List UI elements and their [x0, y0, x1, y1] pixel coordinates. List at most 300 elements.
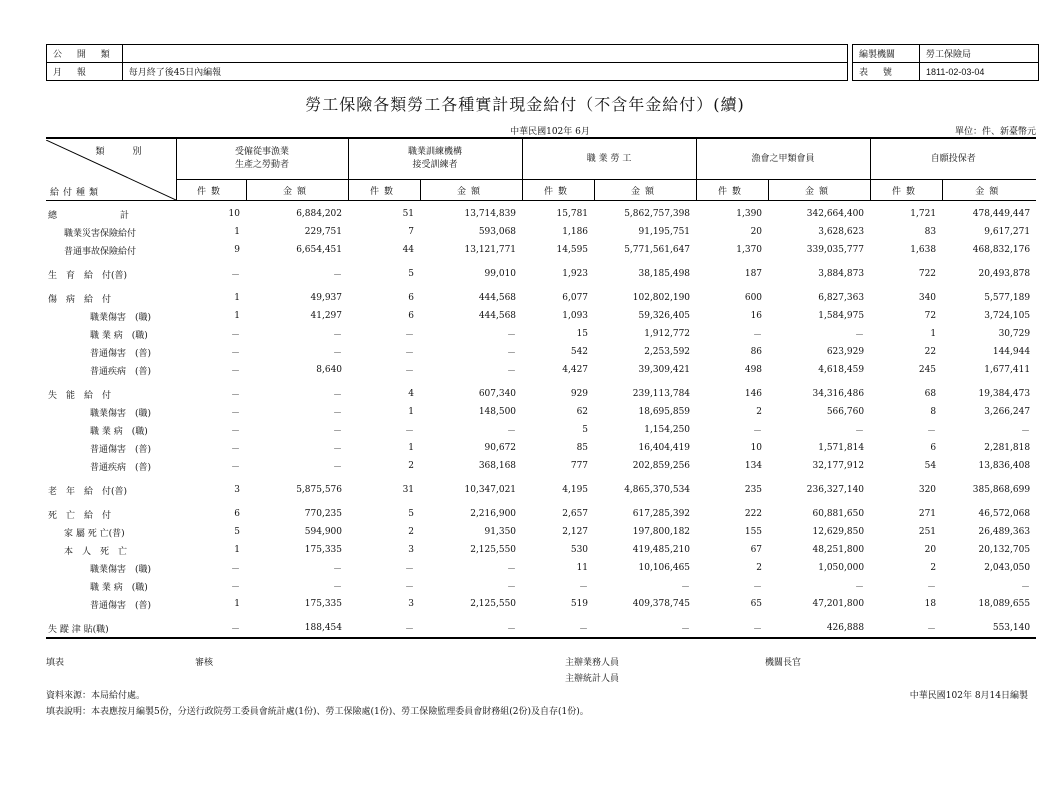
cell-amount: －	[333, 408, 343, 419]
cell-amount: 48,251,800	[812, 545, 865, 555]
cell-amount: 770,235	[304, 509, 343, 519]
footer-business-staff: 主辦業務人員	[565, 658, 620, 668]
cell-amount: 10,106,465	[638, 563, 691, 573]
cell-amount: －	[333, 564, 343, 575]
row-label: 老 年 給 付(普)	[48, 486, 128, 497]
cell-amount: 2,125,550	[470, 599, 517, 609]
cell-amount: 144,944	[992, 347, 1031, 357]
cell-amount: 4,865,370,534	[624, 485, 691, 495]
cell-amount: －	[1021, 582, 1031, 593]
cell-amount: 4,618,459	[818, 365, 865, 375]
cell-count: －	[927, 582, 937, 593]
cell-amount: 19,384,473	[978, 389, 1031, 399]
subheader-amount: 金額	[420, 180, 522, 201]
row-label: 普通傷害 (普)	[90, 348, 152, 359]
row-label: 普通傷害 (普)	[90, 444, 152, 455]
cell-count: 722	[918, 269, 937, 279]
cell-count: －	[230, 348, 240, 359]
table-row	[46, 559, 1036, 577]
table-row	[46, 307, 1036, 325]
cell-count: －	[230, 426, 240, 437]
cell-amount: －	[333, 348, 343, 359]
cell-amount: 12,629,850	[812, 527, 865, 537]
cell-count: 14,595	[556, 245, 589, 255]
cell-amount: －	[855, 330, 865, 341]
corner-category-label: 類別	[95, 146, 170, 157]
cell-amount: 175,335	[304, 545, 343, 555]
cell-amount: 91,350	[484, 527, 517, 537]
table-row	[46, 241, 1036, 259]
header-left-box	[46, 44, 848, 81]
cell-amount: 38,185,498	[638, 269, 691, 279]
subheader-count: 件數	[522, 180, 594, 201]
cell-count: －	[753, 624, 763, 635]
table-row	[46, 201, 1036, 224]
cell-count: －	[579, 582, 589, 593]
cell-count: 320	[918, 485, 937, 495]
cell-count: 54	[924, 461, 937, 471]
header-left-label-2: 月 報	[47, 63, 123, 81]
subheader-amount: 金額	[942, 180, 1036, 201]
cell-amount: 13,714,839	[464, 209, 517, 219]
cell-count: 8	[930, 407, 937, 417]
row-label: 普通傷害 (普)	[90, 600, 152, 611]
cell-amount: 6,654,451	[296, 245, 343, 255]
table-row	[46, 541, 1036, 559]
cell-amount: －	[333, 330, 343, 341]
table-row	[46, 223, 1036, 241]
cell-count: 134	[744, 461, 763, 471]
cell-count: 4	[408, 389, 415, 399]
header-right-value-2: 1811-02-03-04	[920, 63, 1039, 81]
cell-amount: －	[507, 624, 517, 635]
footer-agency-head: 機關長官	[765, 658, 802, 668]
cell-amount: 239,113,784	[632, 389, 691, 399]
cell-amount: 175,335	[304, 599, 343, 609]
cell-amount: 26,489,363	[978, 527, 1031, 537]
cell-amount: －	[507, 348, 517, 359]
row-label: 普通疾病 (普)	[90, 366, 152, 377]
table-row	[46, 343, 1036, 361]
cell-count: 542	[570, 347, 589, 357]
cell-amount: －	[507, 582, 517, 593]
group-header-fishery-workers: 受僱從事漁業 生產之勞動者	[176, 138, 348, 180]
subheader-count: 件數	[176, 180, 246, 201]
cell-amount: 2,043,050	[984, 563, 1031, 573]
cell-amount: 2,281,818	[984, 443, 1031, 453]
cell-count: －	[230, 270, 240, 281]
cell-amount: 478,449,447	[972, 209, 1031, 219]
cell-count: －	[230, 624, 240, 635]
cell-amount: 46,572,068	[978, 509, 1031, 519]
cell-count: 600	[744, 293, 763, 303]
cell-count: 1	[930, 329, 937, 339]
cell-amount: 148,500	[478, 407, 517, 417]
cell-amount: 1,912,772	[644, 329, 691, 339]
cell-count: －	[230, 390, 240, 401]
cell-count: 1	[234, 227, 240, 237]
table-row	[46, 361, 1036, 379]
cell-amount: －	[1021, 426, 1031, 437]
report-period: 中華民國102年 6月	[510, 127, 590, 137]
row-label: 普通事故保險給付	[64, 246, 137, 257]
subheader-count: 件數	[696, 180, 768, 201]
cell-count: 2	[408, 461, 415, 471]
cell-amount: 99,010	[484, 269, 517, 279]
footer-prepared: 填表	[46, 658, 65, 668]
cell-count: 5	[408, 269, 415, 279]
cell-amount: －	[855, 582, 865, 593]
cell-amount: 20,493,878	[978, 269, 1031, 279]
cell-count: 22	[924, 347, 937, 357]
cell-amount: 419,485,210	[632, 545, 691, 555]
cell-amount: 368,168	[478, 461, 517, 471]
cell-amount: 468,832,176	[972, 245, 1031, 255]
cell-count: 1,923	[562, 269, 589, 279]
cell-amount: 566,760	[826, 407, 865, 417]
group-header-occupational-workers: 職 業 勞 工	[522, 138, 696, 180]
table-row	[46, 289, 1036, 307]
cell-count: 86	[750, 347, 763, 357]
cell-count: 15	[576, 329, 589, 339]
cell-amount: 594,900	[304, 527, 343, 537]
cell-count: 1,186	[562, 227, 589, 237]
cell-count: 5	[582, 425, 589, 435]
cell-count: 519	[570, 599, 589, 609]
cell-amount: 8,640	[316, 365, 343, 375]
cell-count: 9	[234, 245, 240, 255]
cell-amount: －	[681, 582, 691, 593]
header-right-value-1: 勞工保險局	[920, 45, 1039, 63]
table-row	[46, 523, 1036, 541]
subheader-count: 件數	[348, 180, 420, 201]
table-row	[46, 325, 1036, 343]
cell-count: 11	[576, 563, 589, 573]
table-row	[46, 439, 1036, 457]
cell-amount: －	[507, 330, 517, 341]
header-left-value-2: 每月終了後45日內編報	[122, 63, 847, 81]
cell-amount: －	[333, 582, 343, 593]
table-body	[46, 201, 1036, 639]
cell-amount: 60,881,650	[812, 509, 865, 519]
cell-amount: －	[507, 564, 517, 575]
table-corner-header	[46, 138, 176, 201]
table-row	[46, 595, 1036, 613]
cell-count: －	[230, 366, 240, 377]
cell-count: 2,127	[562, 527, 589, 537]
cell-count: 1,093	[562, 311, 589, 321]
cell-count: －	[405, 330, 415, 341]
cell-count: －	[405, 348, 415, 359]
cell-amount: 553,140	[992, 623, 1031, 633]
cell-count: －	[230, 444, 240, 455]
cell-count: 31	[402, 485, 415, 495]
table-row	[46, 421, 1036, 439]
cell-count: －	[230, 408, 240, 419]
cell-amount: 59,326,405	[638, 311, 691, 321]
cell-amount: 90,672	[484, 443, 517, 453]
header-left-label-1: 公 開 類	[47, 45, 123, 63]
cell-count: －	[579, 624, 589, 635]
cell-amount: 236,327,140	[806, 485, 865, 495]
cell-count: －	[753, 426, 763, 437]
cell-count: 3	[234, 485, 240, 495]
cell-count: －	[753, 330, 763, 341]
cell-count: 44	[402, 245, 415, 255]
cell-count: 72	[924, 311, 937, 321]
row-label: 總 計	[48, 210, 130, 221]
cell-amount: 5,862,757,398	[624, 209, 691, 219]
cell-count: 271	[918, 509, 937, 519]
cell-count: 222	[744, 509, 763, 519]
cell-amount: 1,571,814	[818, 443, 865, 453]
cell-count: 15,781	[556, 209, 589, 219]
cell-amount: 2,253,592	[644, 347, 691, 357]
cell-amount: 2,216,900	[470, 509, 517, 519]
cell-amount: －	[507, 426, 517, 437]
cell-count: 4,427	[562, 365, 589, 375]
cell-amount: 91,195,751	[638, 227, 691, 237]
cell-count: 20	[924, 545, 937, 555]
cell-count: －	[230, 582, 240, 593]
row-label: 職業災害保險給付	[64, 228, 137, 239]
cell-count: 5	[408, 509, 415, 519]
subheader-amount: 金額	[768, 180, 870, 201]
cell-count: 6	[930, 443, 937, 453]
header-left-value-1	[122, 45, 847, 63]
group-header-vocational-trainees: 職業訓練機構 接受訓練者	[348, 138, 522, 180]
footer-statistics-staff: 主辦統計人員	[565, 674, 620, 684]
footer-data-source: 資料來源：本局給付處。	[46, 691, 146, 701]
cell-count: 67	[750, 545, 763, 555]
cell-amount: 2,125,550	[470, 545, 517, 555]
cell-amount: 385,868,699	[972, 485, 1031, 495]
group-header-fishers-association: 漁會之甲類會員	[696, 138, 870, 180]
cell-count: 1	[408, 443, 415, 453]
footer-reviewed: 審核	[195, 658, 214, 668]
header-right-label-1: 編製機關	[853, 45, 920, 63]
cell-count: 929	[570, 389, 589, 399]
subheader-count: 件數	[870, 180, 942, 201]
cell-amount: 30,729	[998, 329, 1031, 339]
cell-amount: 197,800,182	[632, 527, 691, 537]
cell-count: 2	[756, 563, 763, 573]
cell-amount: －	[333, 390, 343, 401]
cell-amount: 32,177,912	[812, 461, 865, 471]
group-header-voluntary-insured: 自願投保者	[870, 138, 1036, 180]
cell-count: 3	[408, 545, 415, 555]
cell-amount: 607,340	[478, 389, 517, 399]
cell-count: －	[405, 426, 415, 437]
cell-amount: 426,888	[826, 623, 865, 633]
cell-count: －	[230, 462, 240, 473]
cell-amount: －	[507, 366, 517, 377]
cell-count: 1,721	[910, 209, 937, 219]
table-row	[46, 457, 1036, 475]
cell-amount: 188,454	[304, 623, 343, 633]
cell-amount: 6,827,363	[818, 293, 865, 303]
cell-count: 245	[918, 365, 937, 375]
cell-count: 777	[570, 461, 589, 471]
cell-count: －	[230, 330, 240, 341]
cell-amount: 13,836,408	[978, 461, 1031, 471]
cell-amount: 49,937	[310, 293, 343, 303]
cell-count: －	[405, 582, 415, 593]
cell-amount: 409,378,745	[632, 599, 691, 609]
row-label: 家 屬 死 亡(普)	[64, 528, 125, 539]
cell-amount: －	[333, 462, 343, 473]
cell-count: 1,390	[736, 209, 763, 219]
row-label: 職業傷害 (職)	[90, 408, 152, 419]
cell-count: 10	[750, 443, 763, 453]
cell-amount: 16,404,419	[638, 443, 691, 453]
cell-amount: 5,875,576	[296, 485, 343, 495]
cell-amount: －	[855, 426, 865, 437]
row-label: 職 業 病 (職)	[90, 582, 148, 593]
cell-count: 2	[756, 407, 763, 417]
cell-count: 18	[924, 599, 937, 609]
cell-count: －	[405, 624, 415, 635]
cell-count: 4,195	[562, 485, 589, 495]
cell-count: 85	[576, 443, 589, 453]
row-label: 傷 病 給 付	[48, 294, 112, 305]
table-row	[46, 619, 1036, 638]
cell-amount: －	[333, 426, 343, 437]
cell-count: －	[927, 624, 937, 635]
cell-amount: 229,751	[304, 227, 343, 237]
cell-amount: 20,132,705	[978, 545, 1031, 555]
cell-count: －	[927, 426, 937, 437]
cell-amount: －	[681, 624, 691, 635]
cell-count: 2	[408, 527, 415, 537]
cell-count: 251	[918, 527, 937, 537]
cell-count: 65	[750, 599, 763, 609]
cell-count: －	[753, 582, 763, 593]
cell-count: 235	[744, 485, 763, 495]
cell-amount: 34,316,486	[812, 389, 865, 399]
cell-count: 530	[570, 545, 589, 555]
header-right-label-2: 表 號	[853, 63, 920, 81]
cell-amount: 18,695,859	[638, 407, 691, 417]
row-label: 失 蹤 津 貼(職)	[48, 624, 109, 635]
cell-amount: 6,884,202	[296, 209, 343, 219]
cell-count: 1,370	[736, 245, 763, 255]
cell-count: 6	[408, 311, 415, 321]
cell-amount: 342,664,400	[806, 209, 865, 219]
cell-amount: 41,297	[310, 311, 343, 321]
subheader-amount: 金額	[246, 180, 348, 201]
cell-amount: －	[333, 444, 343, 455]
cell-amount: －	[333, 270, 343, 281]
benefit-table	[46, 137, 1036, 639]
cell-amount: 617,285,392	[632, 509, 691, 519]
cell-count: 6	[408, 293, 415, 303]
cell-amount: 1,154,250	[644, 425, 691, 435]
cell-amount: 339,035,777	[806, 245, 865, 255]
cell-count: 498	[744, 365, 763, 375]
cell-count: 155	[744, 527, 763, 537]
cell-amount: 593,068	[478, 227, 517, 237]
cell-count: 51	[402, 209, 415, 219]
cell-count: 1	[408, 407, 415, 417]
cell-amount: 102,802,190	[632, 293, 691, 303]
cell-amount: 18,089,655	[978, 599, 1031, 609]
cell-count: 20	[750, 227, 763, 237]
cell-amount: 10,347,021	[464, 485, 517, 495]
cell-count: 1	[234, 599, 240, 609]
cell-count: 2,657	[562, 509, 589, 519]
cell-amount: 47,201,800	[812, 599, 865, 609]
cell-count: 340	[918, 293, 937, 303]
row-label: 本 人 死 亡	[64, 546, 128, 557]
cell-amount: 3,724,105	[984, 311, 1031, 321]
cell-count: 6,077	[562, 293, 589, 303]
cell-count: 2	[930, 563, 937, 573]
cell-amount: 5,771,561,647	[624, 245, 691, 255]
subheader-amount: 金額	[594, 180, 696, 201]
cell-amount: 13,121,771	[464, 245, 517, 255]
cell-count: 1	[234, 545, 240, 555]
footer-instructions: 填表說明：本表應按月編製5份，分送行政院勞工委員會統計處(1份)、勞工保險處(1份)、勞工保險監理委員會財務組(2份)及自存(1份)。	[46, 707, 589, 717]
cell-count: 187	[744, 269, 763, 279]
table-row	[46, 385, 1036, 403]
cell-count: 1	[234, 311, 240, 321]
row-label: 職 業 病 (職)	[90, 426, 148, 437]
cell-amount: 5,577,189	[984, 293, 1031, 303]
cell-count: 1	[234, 293, 240, 303]
cell-count: 83	[924, 227, 937, 237]
footer-compile-date: 中華民國102年 8月14日編製	[909, 691, 1028, 701]
cell-count: 7	[408, 227, 415, 237]
table-row	[46, 481, 1036, 499]
cell-count: 3	[408, 599, 415, 609]
cell-count: 1,638	[910, 245, 937, 255]
cell-amount: 3,884,873	[818, 269, 865, 279]
page-title: 勞工保險各類勞工各種實計現金給付（不含年金給付）(續)	[305, 95, 745, 114]
row-label: 職業傷害 (職)	[90, 312, 152, 323]
table-row	[46, 577, 1036, 595]
row-label: 失 能 給 付	[48, 390, 112, 401]
cell-count: 146	[744, 389, 763, 399]
cell-count: 62	[576, 407, 589, 417]
cell-amount: 39,309,421	[638, 365, 691, 375]
cell-amount: 1,677,411	[984, 365, 1031, 375]
cell-count: －	[230, 564, 240, 575]
cell-count: 16	[750, 311, 763, 321]
cell-count: －	[405, 366, 415, 377]
cell-count: 6	[234, 509, 240, 519]
cell-amount: 444,568	[478, 293, 517, 303]
row-label: 死 亡 給 付	[48, 510, 112, 521]
row-label: 普通疾病 (普)	[90, 462, 152, 473]
corner-benefit-type-label: 給付種類	[50, 187, 103, 198]
cell-amount: 444,568	[478, 311, 517, 321]
cell-count: 68	[924, 389, 937, 399]
table-row	[46, 265, 1036, 283]
row-label: 職業傷害 (職)	[90, 564, 152, 575]
row-label: 生 育 給 付(普)	[48, 270, 128, 281]
cell-amount: 202,859,256	[632, 461, 691, 471]
cell-amount: 623,929	[826, 347, 865, 357]
unit-note: 單位：件、新臺幣元	[954, 127, 1036, 137]
cell-count: 5	[234, 527, 240, 537]
cell-count: 10	[228, 209, 240, 219]
header-right-box	[852, 44, 1039, 81]
cell-amount: 9,617,271	[984, 227, 1031, 237]
row-label: 職 業 病 (職)	[90, 330, 148, 341]
table-row	[46, 505, 1036, 523]
cell-amount: 1,050,000	[818, 563, 865, 573]
